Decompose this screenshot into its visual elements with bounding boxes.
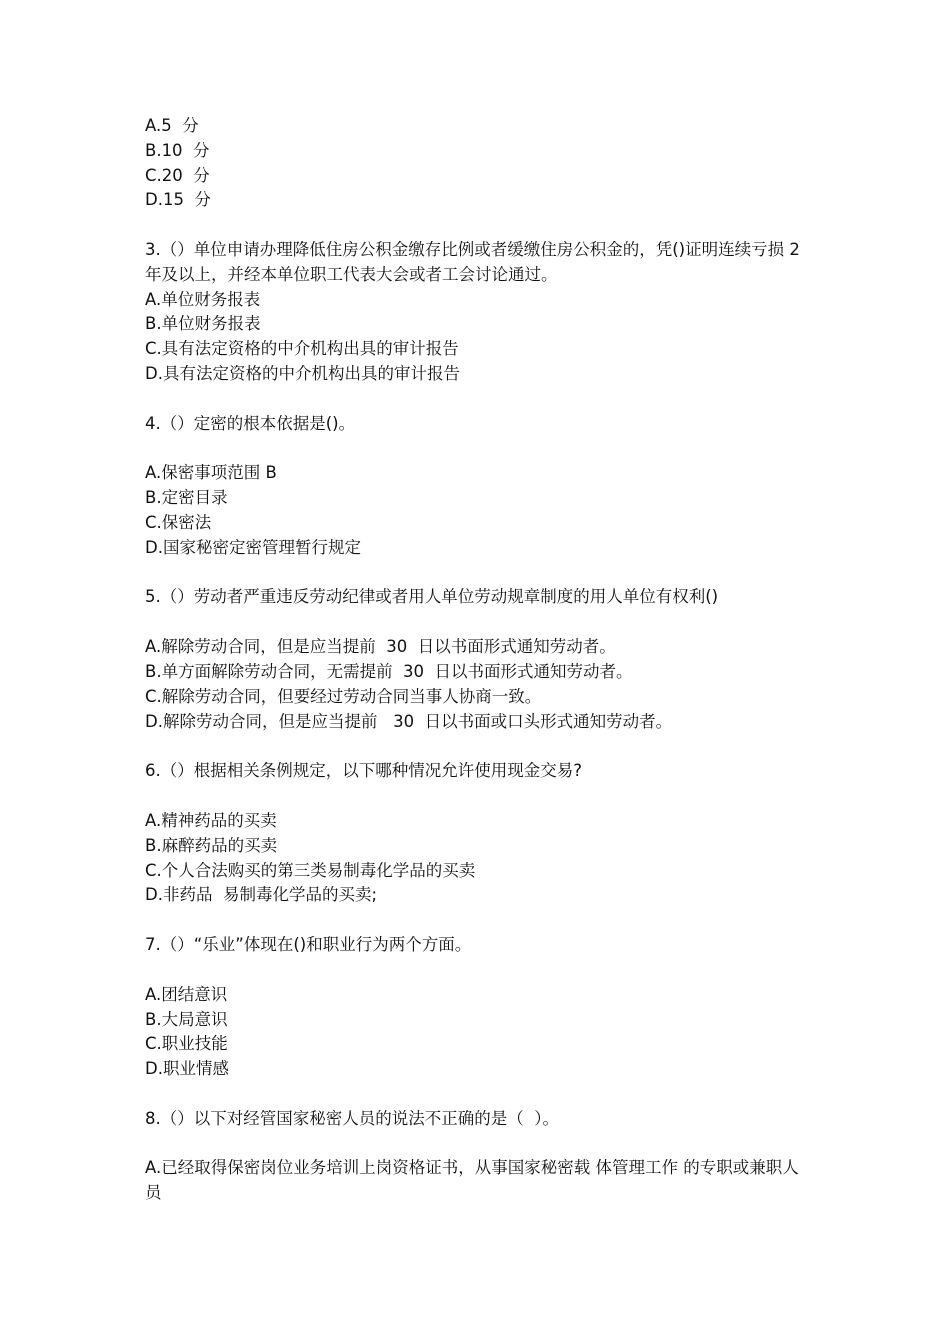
question-stem: 7.（）“乐业”体现在()和职业行为两个方面。 — [145, 934, 472, 954]
option-b: B.大局意识 — [145, 1009, 228, 1029]
option-a: A.保密事项范围 B — [145, 463, 277, 483]
option-d: D.解除劳动合同，但是应当提前 30 日以书面或口头形式通知劳动者。 — [145, 711, 673, 731]
option-c: C.保密法 — [145, 512, 212, 532]
question-3 — [145, 238, 810, 387]
question-stem: 3.（）单位申请办理降低住房公积金缴存比例或者缓缴住房公积金的，凭()证明连续亏损 2 年及以上，并经本单位职工代表大会或者工会讨论通过。 — [145, 239, 800, 284]
option-a: A.5 分 — [145, 116, 199, 135]
document-page — [145, 114, 810, 1206]
question-4 — [145, 412, 810, 561]
option-b: B.10 分 — [145, 140, 210, 160]
option-a: A.已经取得保密岗位业务培训上岗资格证书，从事国家秘密载 体管理工作 的专职或兼职人员 — [145, 1158, 799, 1203]
option-d: D.非药品 易制毒化学品的买卖; — [145, 885, 377, 905]
option-d: D.职业情感 — [145, 1059, 229, 1079]
option-a: A.单位财务报表 — [145, 289, 261, 309]
option-a: A.精神药品的买卖 — [145, 810, 277, 830]
question-2-options — [145, 114, 810, 213]
question-5 — [145, 585, 810, 734]
option-b: B.麻醉药品的买卖 — [145, 835, 278, 855]
option-d: D.国家秘密定密管理暂行规定 — [145, 537, 361, 557]
option-d: D.15 分 — [145, 190, 211, 210]
option-b: B.单位财务报表 — [145, 314, 261, 334]
option-c: C.解除劳动合同，但要经过劳动合同当事人协商一致。 — [145, 686, 542, 706]
option-a: A.解除劳动合同，但是应当提前 30 日以书面形式通知劳动者。 — [145, 637, 616, 657]
option-b: B.单方面解除劳动合同，无需提前 30 日以书面形式通知劳动者。 — [145, 661, 633, 681]
option-c: C.20 分 — [145, 165, 210, 185]
option-d: D.具有法定资格的中介机构出具的审计报告 — [145, 363, 460, 383]
option-a: A.团结意识 — [145, 984, 228, 1004]
option-c: C.个人合法购买的第三类易制毒化学品的买卖 — [145, 860, 476, 880]
question-stem: 6.（）根据相关条例规定，以下哪种情况允许使用现金交易? — [145, 761, 583, 781]
question-7 — [145, 933, 810, 1082]
option-c: C.具有法定资格的中介机构出具的审计报告 — [145, 339, 459, 359]
question-stem: 5.（）劳动者严重违反劳动纪律或者用人单位劳动规章制度的用人单位有权利() — [145, 587, 719, 607]
question-8 — [145, 1107, 810, 1206]
question-6 — [145, 759, 810, 908]
question-stem: 4.（）定密的根本依据是()。 — [145, 413, 356, 433]
option-c: C.职业技能 — [145, 1034, 228, 1054]
question-stem: 8.（）以下对经管国家秘密人员的说法不正确的是（ ）。 — [145, 1108, 559, 1128]
option-b: B.定密目录 — [145, 488, 228, 508]
